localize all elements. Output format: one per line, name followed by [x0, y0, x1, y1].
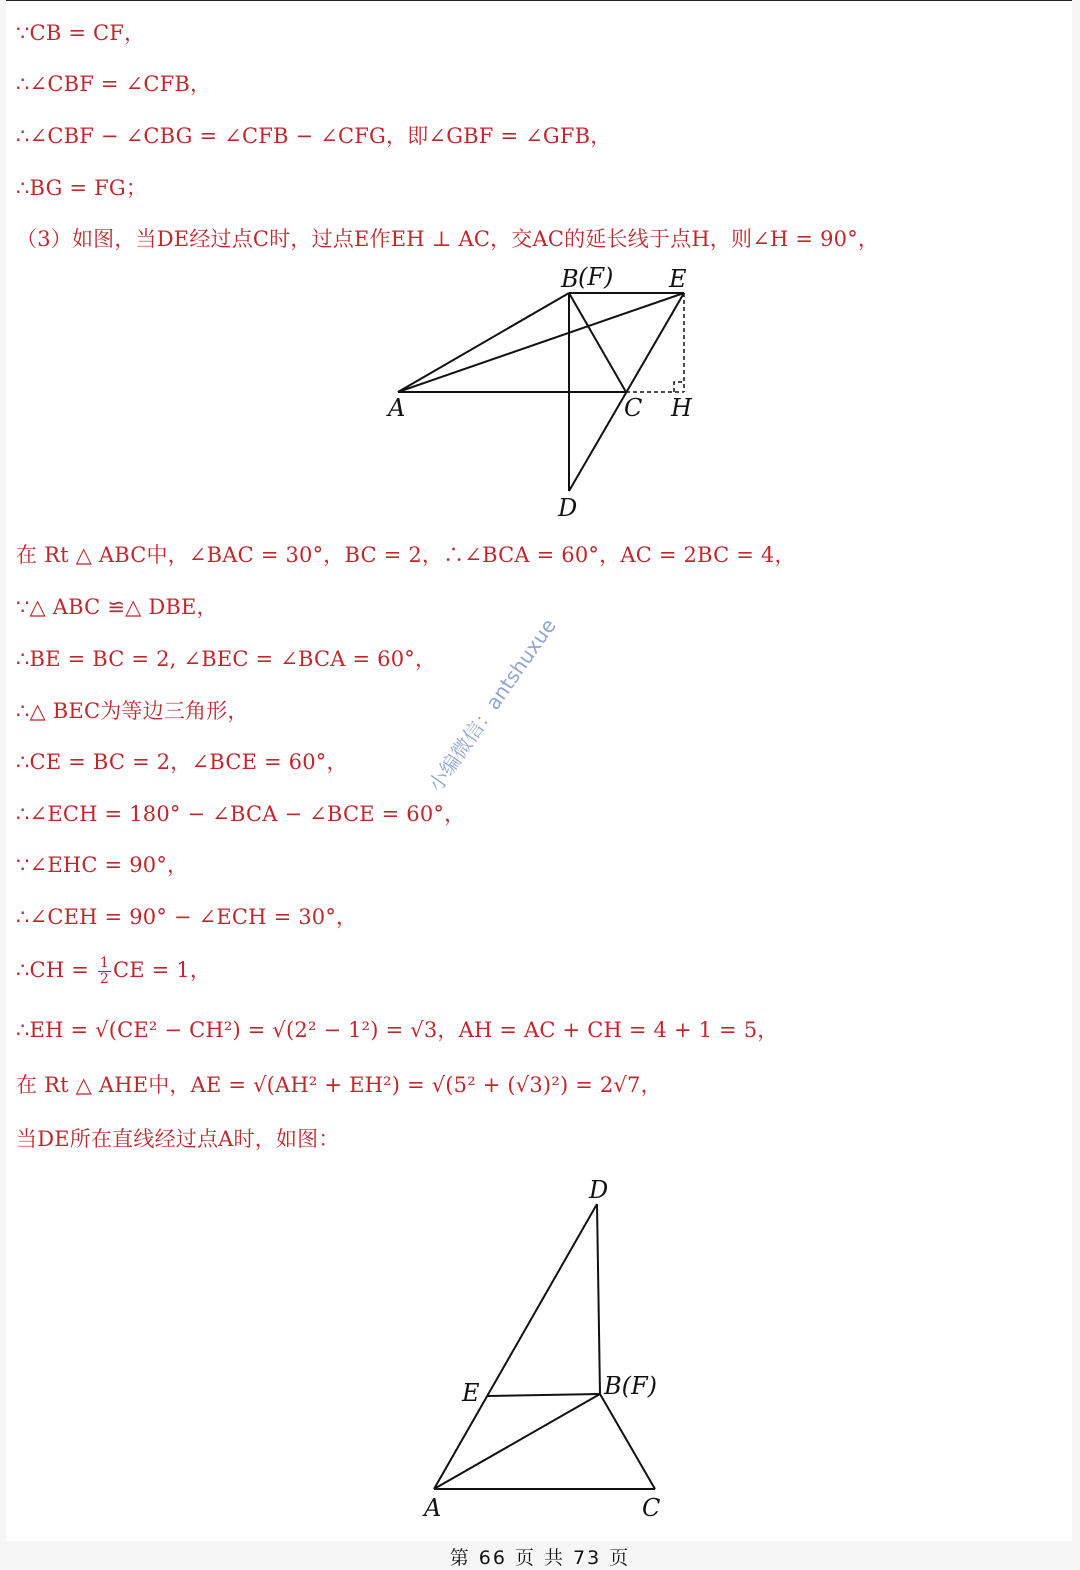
watermark: 小编微信：antshuxue [423, 614, 561, 797]
figure-1 [386, 261, 691, 524]
label-a: A [388, 394, 406, 422]
proof-line-10: ∴CE = BC = 2，∠BCE = 60°， [16, 750, 348, 774]
proof-line-16: 当DE所在直线经过点A时，如图： [16, 1127, 340, 1151]
fraction-numerator: 1 [99, 955, 109, 971]
label-e2: E [462, 1379, 480, 1407]
fraction-half [98, 956, 111, 987]
proof-line-6: 在 Rt △ ABC中，∠BAC = 30°，BC = 2，∴∠BCA = 60°，AC = 2BC = 4， [16, 543, 796, 567]
proof-line-7: ∵△ ABC ≌△ DBE， [16, 595, 218, 619]
proof-line-3: ∴∠CBF − ∠CBG = ∠CFB − ∠CFG，即∠GBF = ∠GFB， [16, 124, 612, 148]
fraction-denominator: 2 [99, 971, 109, 987]
label-e: E [669, 265, 687, 293]
label-bf2: B(F) [604, 1372, 658, 1400]
proof-line-2: ∴∠CBF = ∠CFB， [16, 72, 212, 96]
figure-1-diagram [386, 261, 691, 524]
label-a2: A [424, 1494, 442, 1522]
proof-line-8: ∴BE = BC = 2, ∠BEC = ∠BCA = 60°， [16, 647, 437, 671]
proof-line-4: ∴BG = FG； [16, 176, 148, 200]
page-footer: 第 66 页 共 73 页 [449, 1547, 631, 1569]
proof-line-5: （3）如图，当DE经过点C时，过点E作EH ⊥ AC，交AC的延长线于点H，则∠H = 90°， [16, 227, 880, 251]
proof-line-13: ∴∠CEH = 90° − ∠ECH = 30°， [16, 905, 358, 929]
label-c: C [624, 394, 643, 422]
ch-prefix: ∴CH = [16, 958, 96, 982]
proof-line-1: ∵CB = CF， [16, 21, 146, 45]
label-d: D [558, 494, 578, 522]
label-b: B [561, 265, 579, 293]
label-d2: D [589, 1176, 609, 1204]
document-page [6, 0, 1072, 1541]
label-f: (F) [578, 263, 614, 291]
label-h: H [671, 394, 692, 422]
proof-line-15: 在 Rt △ AHE中，AE = √(AH² + EH²) = √(5² + (√3)²) = 2√7， [16, 1073, 662, 1097]
proof-line-12: ∵∠EHC = 90°， [16, 853, 189, 877]
proof-line-14: ∴EH = √(CE² − CH²) = √(2² − 1²) = √3，AH = AC + CH = 4 + 1 = 5， [16, 1018, 779, 1042]
label-c2: C [642, 1494, 661, 1522]
figure-2-diagram [422, 1176, 661, 1522]
figure-2 [422, 1176, 661, 1522]
proof-line-9: ∴△ BEC为等边三角形， [16, 699, 249, 723]
proof-line-11: ∴∠ECH = 180° − ∠BCA − ∠BCE = 60°， [16, 802, 466, 826]
ch-suffix: CE = 1， [113, 958, 212, 982]
proof-line-ch [16, 954, 211, 987]
